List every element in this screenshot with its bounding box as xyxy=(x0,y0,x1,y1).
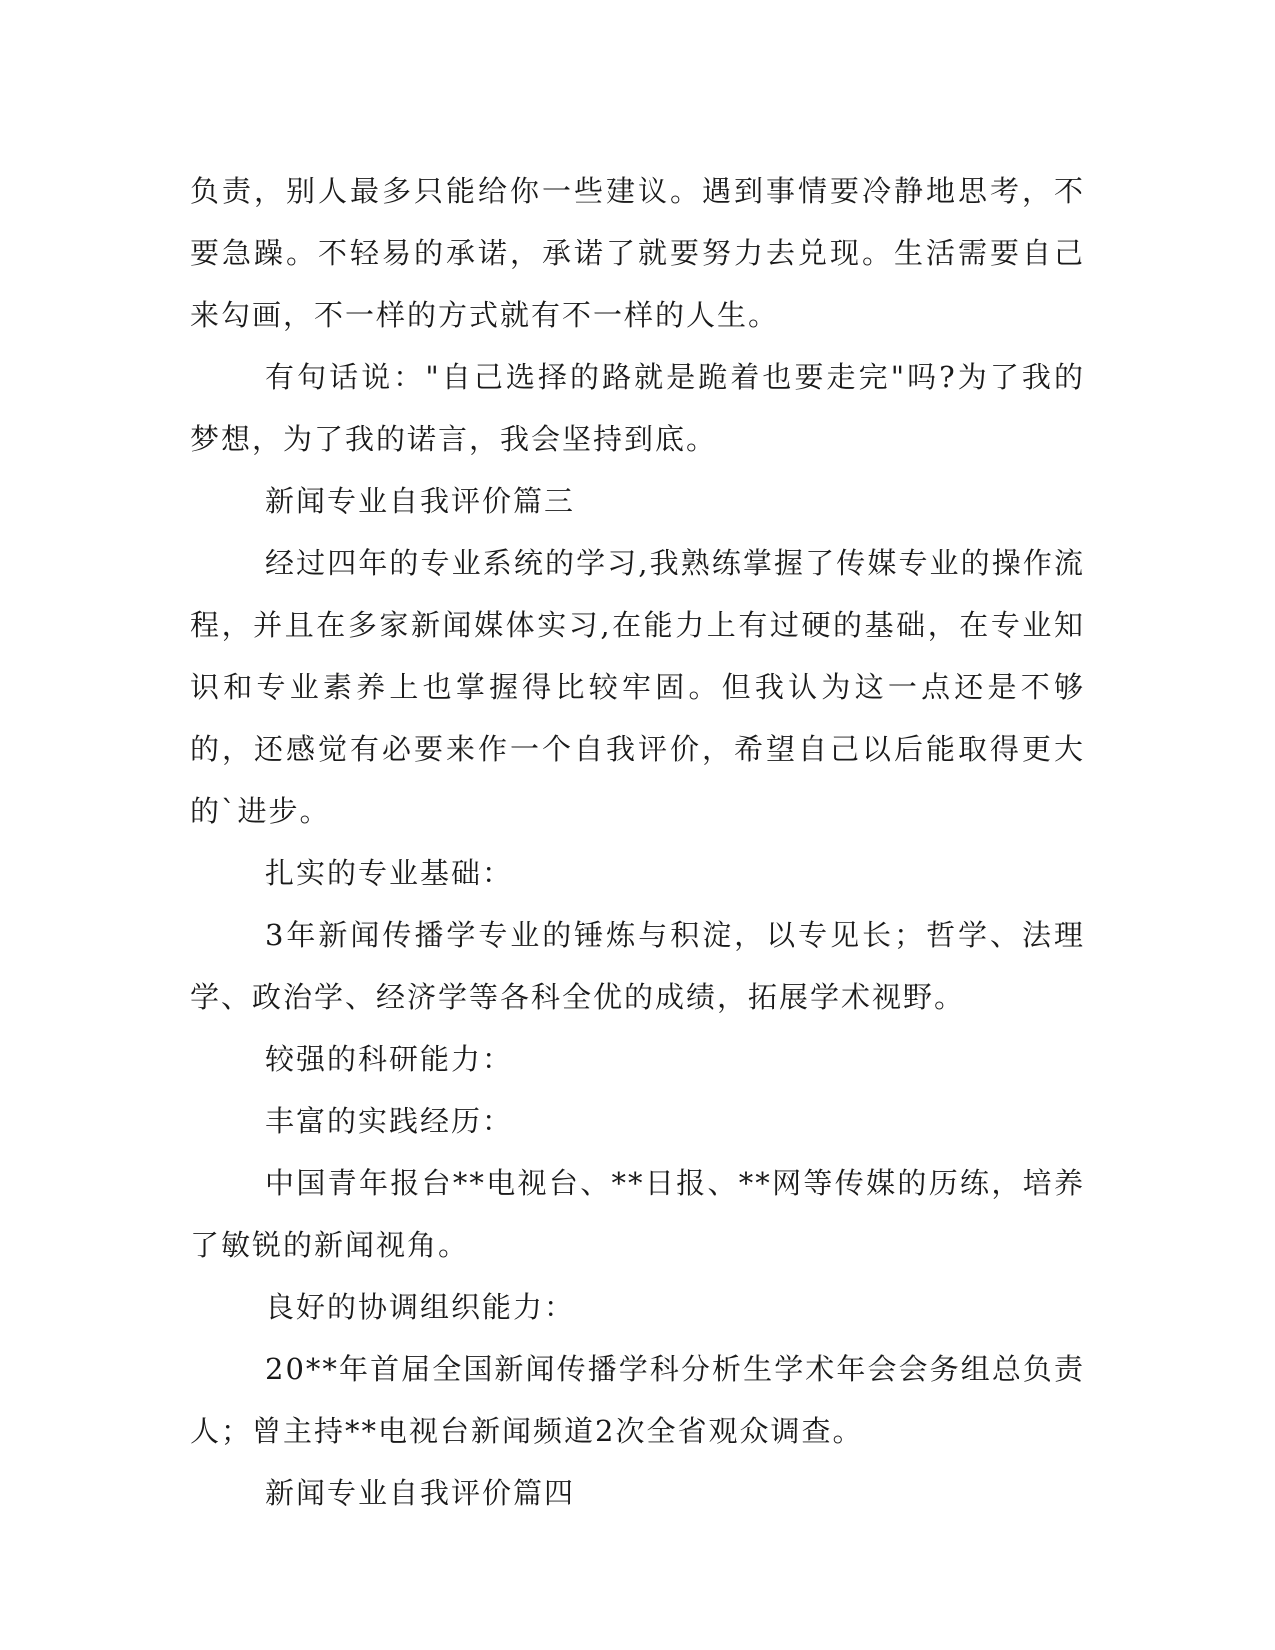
subheading-coordination-ability: 良好的协调组织能力： xyxy=(265,1290,576,1324)
paragraph-four-years-study: 经过四年的专业系统的学习,我熟练掌握了传媒专业的操作流程，并且在多家新闻媒体实习,在能力上有过硬的基础，在专业知识和专业素养上也掌握得比较牢固。但我认为这一点还是不够的，还感觉有必要来作一个自我评价，希望自己以后能取得更大的`进步。 xyxy=(190,546,1085,828)
document-body xyxy=(190,160,1085,1524)
paragraph-quote: 有句话说："自己选择的路就是跪着也要走完"吗?为了我的梦想，为了我的诺言，我会坚持到底。 xyxy=(190,360,1085,456)
paragraph-intro-continuation: 负责，别人最多只能给你一些建议。遇到事情要冷静地思考，不要急躁。不轻易的承诺，承诺了就要努力去兑现。生活需要自己来勾画，不一样的方式就有不一样的人生。 xyxy=(190,174,1085,332)
paragraph-conference-organizer: 20**年首届全国新闻传播学科分析生学术年会会务组总负责人；曾主持**电视台新闻频道2次全省观众调查。 xyxy=(190,1352,1085,1448)
subheading-research-ability: 较强的科研能力： xyxy=(265,1042,514,1076)
paragraph-media-internships: 中国青年报台**电视台、**日报、**网等传媒的历练，培养了敏锐的新闻视角。 xyxy=(190,1166,1085,1262)
subheading-professional-foundation: 扎实的专业基础： xyxy=(265,856,514,890)
subheading-practical-experience: 丰富的实践经历： xyxy=(265,1104,514,1138)
section-heading-part-four: 新闻专业自我评价篇四 xyxy=(265,1476,576,1510)
paragraph-journalism-training: 3年新闻传播学专业的锤炼与积淀，以专见长；哲学、法理学、政治学、经济学等各科全优的成绩，拓展学术视野。 xyxy=(190,918,1085,1014)
section-heading-part-three: 新闻专业自我评价篇三 xyxy=(265,484,576,518)
